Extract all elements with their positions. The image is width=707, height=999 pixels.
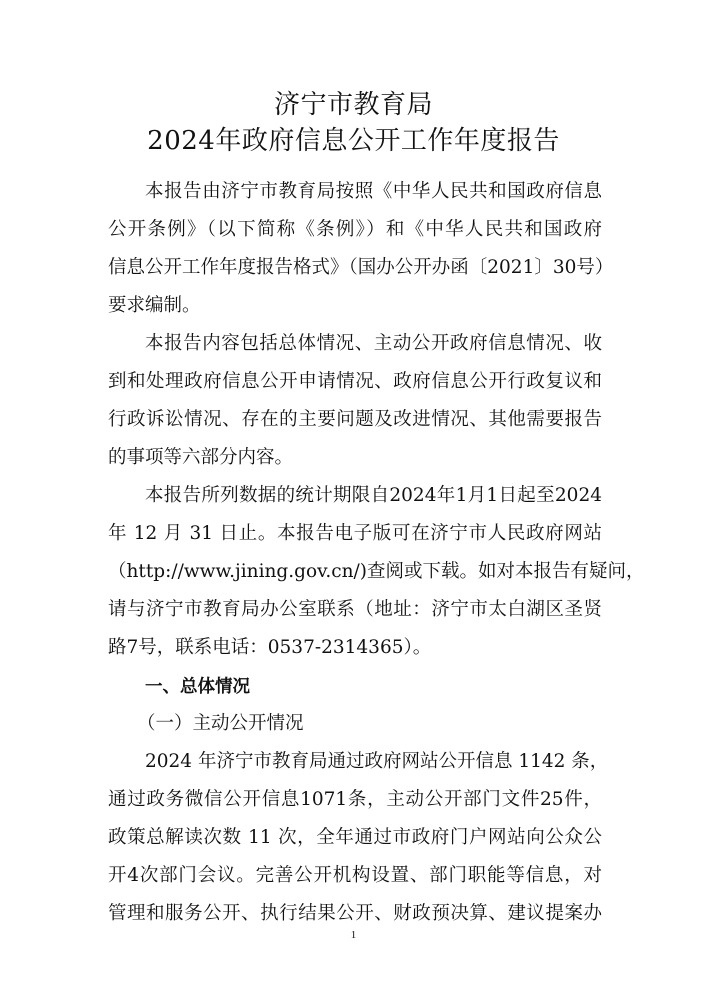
section-heading: 一、总体情况 <box>145 677 250 697</box>
report-title-org: 济宁市教育局 <box>273 90 433 120</box>
paragraph-line: 管理和服务公开、执行结果公开、财政预决算、建议提案办 <box>108 903 602 924</box>
report-title-main: 2024年政府信息公开工作年度报告 <box>147 126 560 156</box>
paragraph-line: 信息公开工作年度报告格式》（国办公开办函〔2021〕30号） <box>108 257 614 278</box>
paragraph-line: 本报告所列数据的统计期限自2024年1月1日起至2024 <box>145 485 602 506</box>
paragraph-line: 开4次部门会议。完善公开机构设置、部门职能等信息，对 <box>108 865 602 886</box>
paragraph-line: 本报告由济宁市教育局按照《中华人民共和国政府信息 <box>145 181 602 202</box>
paragraph-line: 要求编制。 <box>108 295 201 316</box>
paragraph-line: 的事项等六部分内容。 <box>108 447 294 468</box>
paragraph-line: 公开条例》（以下简称《条例》）和《中华人民共和国政府 <box>108 219 602 240</box>
paragraph-line: 路7号，联系电话：0537-2314365）。 <box>108 637 432 658</box>
paragraph-line: 通过政务微信公开信息1071条，主动公开部门文件25件， <box>108 789 602 810</box>
paragraph-line: 年 12 月 31 日止。本报告电子版可在济宁市人民政府网站 <box>108 523 602 544</box>
paragraph-line: 请与济宁市教育局办公室联系（地址：济宁市太白湖区圣贤 <box>108 599 602 620</box>
subsection-heading: （一）主动公开情况 <box>137 713 304 734</box>
paragraph-line: 政策总解读次数 11 次，全年通过市政府门户网站向公众公 <box>108 827 602 848</box>
page-number: 1 <box>350 929 357 941</box>
paragraph-line: 本报告内容包括总体情况、主动公开政府信息情况、收 <box>145 333 602 354</box>
paragraph-line: 2024 年济宁市教育局通过政府网站公开信息 1142 条， <box>145 751 609 772</box>
paragraph-line: （http://www.jining.gov.cn/)查阅或下载。如对本报告有疑问， <box>108 561 645 582</box>
paragraph-line: 到和处理政府信息公开申请情况、政府信息公开行政复议和 <box>108 371 602 392</box>
paragraph-line: 行政诉讼情况、存在的主要问题及改进情况、其他需要报告 <box>108 409 602 430</box>
